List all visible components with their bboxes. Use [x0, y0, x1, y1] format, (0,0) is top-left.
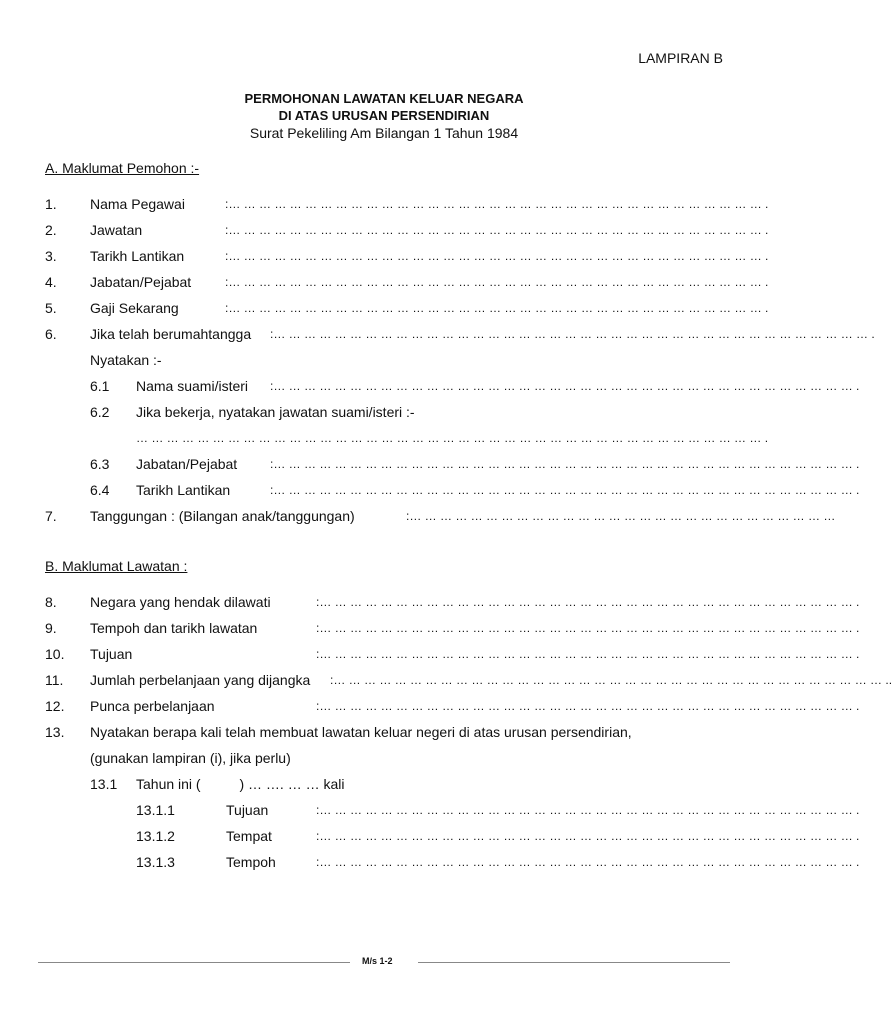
- fill-in-line[interactable]: :… … … … … … … … … … … … … … … … … … … … … … … … … … … … … … … … … … … … ..: [330, 673, 892, 687]
- field-label: Nama Pegawai: [90, 196, 185, 212]
- row-number: 3.: [45, 248, 57, 264]
- footer-code: M/s 1-2: [362, 956, 393, 966]
- row-number: 13.1.3: [136, 854, 175, 870]
- field-row-10: [0, 646, 860, 666]
- field-row-13-1-1: [0, 802, 860, 822]
- field-label: Tarikh Lantikan: [90, 248, 185, 264]
- fill-in-line[interactable]: :… … … … … … … … … … … … … … … … … … … … … … … … … … … … … … … … … … … .: [225, 249, 769, 263]
- field-label: (gunakan lampiran (i), jika perlu): [90, 750, 291, 766]
- footer-divider-left: [38, 962, 350, 963]
- fill-in-line[interactable]: :… … … … … … … … … … … … … … … … … … … … … … … … … … … … … … … … … … … .: [316, 855, 860, 869]
- fill-in-line[interactable]: :… … … … … … … … … … … … … … … … … … … … … … … … … … … … … … … … … … … .: [225, 301, 769, 315]
- fill-in-line[interactable]: … … … … … … … … … … … … … … … … … … … … … … … … … … … … … … … … … … … … … … … … … .: [136, 431, 769, 445]
- field-row-13-1-2: [0, 828, 860, 848]
- field-label: Tempoh: [226, 854, 276, 870]
- field-label: Jika telah berumahtangga: [90, 326, 252, 342]
- fill-in-line[interactable]: :… … … … … … … … … … … … … … … … … … … … … … … … … … … … … … … … … … … .: [225, 197, 769, 211]
- row-number: 4.: [45, 274, 57, 290]
- row-number: 6.: [45, 326, 57, 342]
- field-row-6-4: [0, 482, 860, 502]
- field-row-6-3: [0, 456, 860, 476]
- field-row-2: [0, 222, 768, 242]
- fill-in-line[interactable]: :… … … … … … … … … … … … … … … … … … … … … … … … … … … … … … … … … … … .: [225, 223, 769, 237]
- field-label: Tempat: [226, 828, 272, 844]
- fill-in-line[interactable]: :… … … … … … … … … … … … … … … … … … … … … … … … … … … … … … … … … … … … … … … .: [270, 327, 875, 341]
- row-number: 1.: [45, 196, 57, 212]
- fill-in-line[interactable]: :… … … … … … … … … … … … … … … … … … … … … … … … … … … … … … … … … … … … … … .: [270, 457, 860, 471]
- field-row-13-note: [0, 750, 768, 770]
- row-number: 2.: [45, 222, 57, 238]
- field-row-6-2: [0, 404, 768, 424]
- field-label: Tujuan: [90, 646, 133, 662]
- field-row-7: [0, 508, 836, 528]
- field-row-6: [0, 326, 875, 346]
- field-label: Gaji Sekarang: [90, 300, 179, 316]
- field-label: Jabatan/Pejabat: [136, 456, 238, 472]
- lampiran-label: LAMPIRAN B: [638, 50, 723, 66]
- fill-in-line[interactable]: :… … … … … … … … … … … … … … … … … … … … … … … … … … … … … … … … … … … .: [316, 803, 860, 817]
- row-number: 13.: [45, 724, 65, 740]
- field-label: Nyatakan :-: [90, 352, 162, 368]
- row-number: 6.1: [90, 378, 110, 394]
- fill-in-line[interactable]: :… … … … … … … … … … … … … … … … … … … … … … … … … … … … … … … … … … … .: [316, 621, 860, 635]
- row-number: 11.: [45, 672, 64, 688]
- field-label: Jumlah perbelanjaan yang dijangka: [90, 672, 311, 688]
- field-label: Punca perbelanjaan: [90, 698, 215, 714]
- field-row-13-1: [0, 776, 768, 796]
- row-number: 13.1.1: [136, 802, 175, 818]
- fill-in-line[interactable]: :… … … … … … … … … … … … … … … … … … … … … … … … … … … … … … … … … … … .: [316, 647, 860, 661]
- row-number: 7.: [45, 508, 57, 524]
- fill-in-line[interactable]: :… … … … … … … … … … … … … … … … … … … … … … … … … … … … … … … … … … … .: [225, 275, 769, 289]
- field-label: Negara yang hendak dilawati: [90, 594, 271, 610]
- field-row-6-2-fill: [0, 430, 768, 450]
- field-row-3: [0, 248, 768, 268]
- nyatakan-row: [0, 352, 768, 372]
- row-number: 5.: [45, 300, 57, 316]
- field-row-11: [0, 672, 892, 692]
- field-row-12: [0, 698, 860, 718]
- field-row-8: [0, 594, 860, 614]
- field-row-6-1: [0, 378, 860, 398]
- row-number: 8.: [45, 594, 57, 610]
- field-label: Tarikh Lantikan: [136, 482, 231, 498]
- field-label: Nyatakan berapa kali telah membuat lawatan keluar negeri di atas urusan persendirian,: [90, 724, 632, 740]
- row-number: 6.3: [90, 456, 110, 472]
- field-row-1: [0, 196, 768, 216]
- field-label: Jabatan/Pejabat: [90, 274, 192, 290]
- row-number: 13.1.2: [136, 828, 175, 844]
- field-row-13-1-3: [0, 854, 860, 874]
- fill-in-line[interactable]: :… … … … … … … … … … … … … … … … … … … … … … … … … … … …: [406, 509, 836, 523]
- section-a-heading: A. Maklumat Pemohon :-: [45, 160, 200, 176]
- field-label[interactable]: Tahun ini ( ) … …. … … kali: [136, 776, 345, 792]
- field-row-4: [0, 274, 768, 294]
- row-number: 10.: [45, 646, 65, 662]
- fill-in-line[interactable]: :… … … … … … … … … … … … … … … … … … … … … … … … … … … … … … … … … … … .: [316, 595, 860, 609]
- field-label: Tempoh dan tarikh lawatan: [90, 620, 258, 636]
- row-number: 9.: [45, 620, 57, 636]
- field-row-5: [0, 300, 768, 320]
- fill-in-line[interactable]: :… … … … … … … … … … … … … … … … … … … … … … … … … … … … … … … … … … … .: [316, 699, 860, 713]
- form-subtitle: Surat Pekeliling Am Bilangan 1 Tahun 1984: [249, 125, 519, 141]
- field-label: Tujuan: [226, 802, 269, 818]
- field-label: Jika bekerja, nyatakan jawatan suami/isteri :-: [136, 404, 415, 420]
- field-label: Tanggungan : (Bilangan anak/tanggungan): [90, 508, 355, 524]
- field-label: Nama suami/isteri: [136, 378, 249, 394]
- fill-in-line[interactable]: :… … … … … … … … … … … … … … … … … … … … … … … … … … … … … … … … … … … .: [316, 829, 860, 843]
- footer-divider-right: [418, 962, 730, 963]
- row-number: 12.: [45, 698, 65, 714]
- row-number: 6.2: [90, 404, 110, 420]
- row-number: 6.4: [90, 482, 110, 498]
- fill-in-line[interactable]: :… … … … … … … … … … … … … … … … … … … … … … … … … … … … … … … … … … … … … … .: [270, 379, 860, 393]
- fill-in-line[interactable]: :… … … … … … … … … … … … … … … … … … … … … … … … … … … … … … … … … … … … … … .: [270, 483, 860, 497]
- form-title-line2: DI ATAS URUSAN PERSENDIRIAN: [278, 108, 490, 123]
- field-row-9: [0, 620, 860, 640]
- row-number: 13.1: [90, 776, 118, 792]
- section-b-heading: B. Maklumat Lawatan :: [45, 558, 188, 574]
- field-label: Jawatan: [90, 222, 143, 238]
- form-title-line1: PERMOHONAN LAWATAN KELUAR NEGARA: [244, 91, 524, 106]
- field-row-13: [0, 724, 768, 744]
